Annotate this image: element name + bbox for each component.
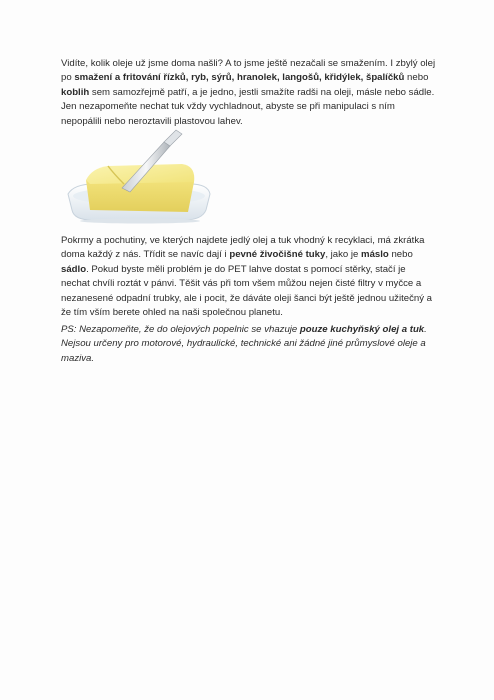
- text-span: sem samozřejmě patří, a je jedno, jestli smažíte radši na oleji, másle nebo sádle. Jen nezapomeňte nechat tuk vždy vychladnout, abyste se při manipulaci s ním nepopálili nebo neroztavili plastovou lahev.: [61, 86, 435, 127]
- text-span: . Nejsou určeny pro motorové, hydraulické, technické ani žádné jiné průmyslové oleje a maziva.: [61, 324, 427, 364]
- text-span: Vidíte, kolik oleje už jsme doma našli? A to jsme ještě nezačali se smažením. I zbylý olej po: [61, 58, 436, 84]
- bold-text: koblih: [61, 86, 90, 98]
- text-span: , jako je: [325, 249, 362, 261]
- text-span: Pokrmy a pochutiny, ve kterých najdete jedlý olej a tuk vhodný k recyklaci, má zkrátka doma každý z nás. Třídit se navíc dají i: [61, 235, 425, 261]
- text-span: nebo: [388, 249, 413, 261]
- paragraph-frying-oil: [61, 57, 437, 129]
- bold-text: máslo: [361, 249, 389, 261]
- butter-dish-with-knife-icon: [64, 128, 214, 224]
- text-span: PS: Nezapomeňte, že do olejových popelnic se vhazuje: [61, 324, 300, 335]
- bold-text: pevné živočišné tuky: [229, 249, 326, 261]
- bold-text: pouze kuchyňský olej a tuk: [299, 324, 425, 335]
- bold-text: smažení a fritování řízků, ryb, sýrů, hranolek, langošů, křidýlek, špalíčků: [74, 72, 405, 84]
- text-span: nebo: [404, 72, 429, 84]
- paragraph-postscript: [61, 323, 437, 366]
- paragraph-solid-fats: [61, 234, 437, 320]
- bold-text: sádlo: [61, 263, 87, 275]
- text-span: . Pokud byste měli problém je do PET lahve dostat s pomocí stěrky, stačí je nechat chvíli roztát v pánvi. Těšit vás při tom všem můžou nejen čisté filtry v myčce a nezanesené odpadní trubky, ale i pocit, že dáváte oleji šanci být ještě jednou užitečný a že tím vším berete ohled na naši společnou planetu.: [61, 263, 433, 319]
